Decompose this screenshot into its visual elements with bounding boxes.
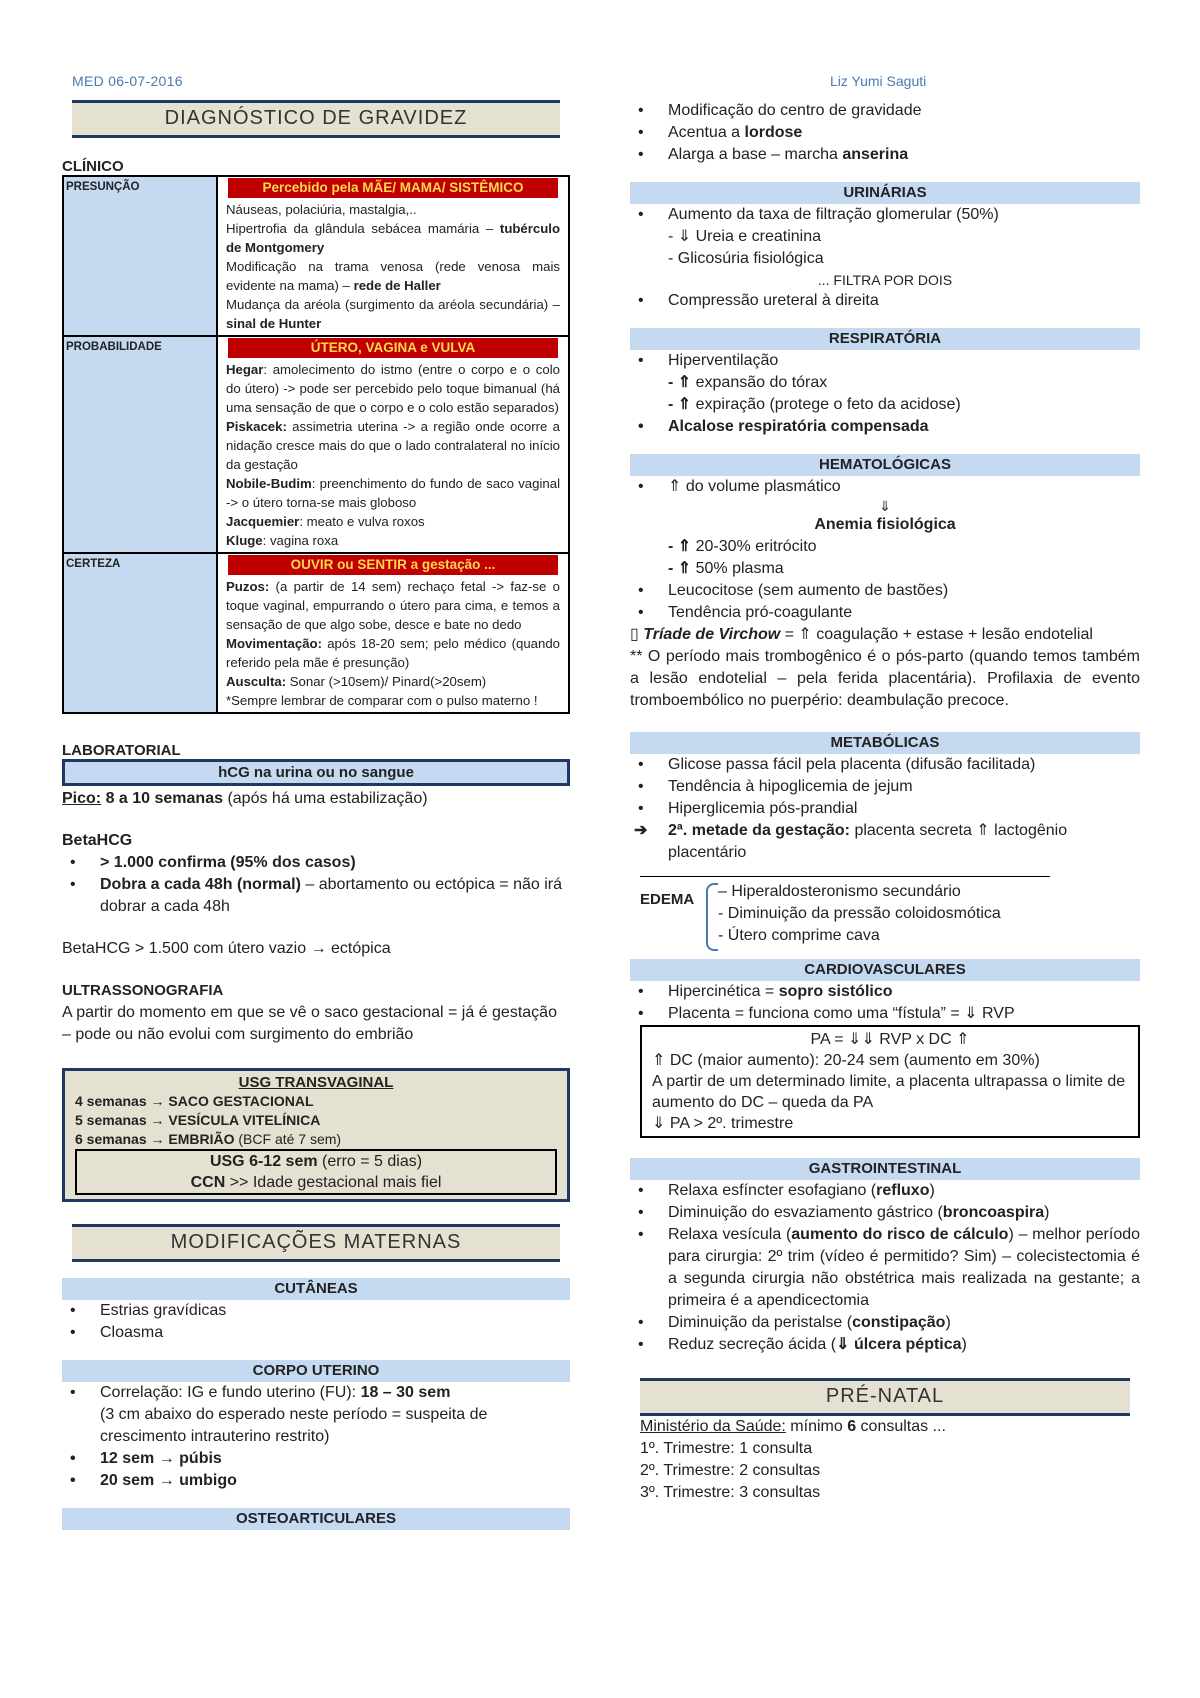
label-certeza: CERTEZA [63, 553, 217, 713]
usg-inner-2-rest: >> Idade gestacional mais fiel [225, 1174, 442, 1191]
hcg-box: hCG na urina ou no sangue [62, 759, 570, 786]
corpo-list [62, 1382, 570, 1404]
sign-movimentacao-desc: após 18-20 sem; pelo médico (quando referido pela mãe é presunção) [226, 636, 560, 670]
cutaneas-list [62, 1300, 570, 1344]
edema-line-2: - Útero comprime cava [718, 927, 880, 944]
sign-ausculta-desc: Sonar (>10sem)/ Pinard(>20sem) [286, 674, 487, 689]
metabolicas-heading: METABÓLICAS [630, 732, 1140, 754]
presuncao-l2: tubérculo de Montgomery [226, 221, 560, 255]
brace-icon [706, 883, 718, 951]
resp-sub-0: expansão do tórax [691, 374, 828, 391]
list-item: • Tendência à hipoglicemia de jejum [630, 776, 1140, 798]
note-pulso: *Sempre lembrar de comparar com o pulso materno ! [226, 693, 538, 708]
top-2-bold: anserina [842, 146, 909, 163]
pn-tri-1: 1º. Trimestre: 1 consulta [640, 1440, 813, 1457]
pn-ministerio: Ministério da Saúde: [640, 1418, 786, 1435]
usg-line-2: 6 semanas → EMBRIÃO [75, 1131, 235, 1147]
usg-line-1: 5 semanas → VESÍCULA VITELÍNICA [75, 1112, 321, 1128]
presuncao-l0: Náuseas, polaciúria, mastalgia,.. [226, 202, 417, 217]
sign-piskacek: Piskacek: [226, 419, 287, 434]
gi-list [630, 1180, 1140, 1356]
presuncao-l1: Hipertrofia da glândula sebácea mamária – [226, 221, 494, 236]
usg-inner-1: USG 6-12 sem [209, 1153, 318, 1170]
top-2: Alarga a base – marcha [668, 146, 843, 163]
gi-0: Relaxa esfíncter esofagiano ( [668, 1182, 877, 1199]
corpo-l1-bold: 18 – 30 sem [360, 1384, 451, 1401]
hem-anemia: Anemia fisiológica [814, 516, 956, 533]
pico-rest: (após há uma estabilização) [223, 790, 428, 807]
hem-sub-1: 50% plasma [691, 560, 784, 577]
pn-end: consultas ... [856, 1418, 946, 1435]
list-item [62, 852, 570, 874]
list-item: • Leucocitose (sem aumento de bastões) [630, 580, 1140, 602]
label-presuncao: PRESUNÇÃO [63, 176, 217, 336]
gi-2-end: ) – melhor período para cirurgia: 2º trim (vídeo é permitido? Sim) – colecistectomia é a segunda cirurgia não obstétrica mais realizada na gestante; a primeira é a apendicectomia [668, 1226, 1141, 1309]
list-item: • Tendência pró-coagulante [630, 602, 1140, 624]
title-diagnostico: DIAGNÓSTICO DE GRAVIDEZ [72, 100, 560, 138]
header-author: Liz Yumi Saguti [830, 73, 927, 89]
cutaneas-heading: CUTÂNEAS [62, 1278, 570, 1300]
clinico-table [62, 175, 570, 714]
sign-nobile-desc: : preenchimento do fundo de saco vaginal -> o útero torna-se mais globoso [226, 476, 560, 510]
right-column [630, 100, 1140, 1504]
gi-3-bold: constipação [852, 1314, 946, 1331]
row-certeza [63, 553, 569, 713]
pn-line [640, 1416, 1140, 1438]
resp-sub-1: expiração (protege o feto da acidose) [691, 396, 961, 413]
gi-1-end: ) [1044, 1204, 1050, 1221]
uri-filtra: ... FILTRA POR DOIS [817, 272, 953, 288]
resp-sub-0-arrow: - ⇑ [668, 374, 692, 391]
sign-kluge-desc: : vagina roxa [262, 533, 339, 548]
list-item: • Hiperglicemia pós-prandial [630, 798, 1140, 820]
list-item [630, 1334, 1140, 1356]
list-item: • ⇑ do volume plasmático [630, 476, 1140, 498]
virchow-rest: = ⇑ coagulação + estase + lesão endotelial [780, 626, 1093, 643]
sign-jacquemier-desc: : meato e vulva roxos [299, 514, 425, 529]
presuncao-l5: Mudança da aréola (surgimento da aréola secundária) – [226, 297, 560, 312]
met-list [630, 754, 1140, 820]
pa-line-2: A partir de um determinado limite, a placenta ultrapassa o limite de aumento do DC – queda da PA [652, 1073, 1126, 1111]
pa-line-3: ⇓ PA > 2º. trimestre [652, 1115, 794, 1132]
betahcg-heading: BetaHCG [62, 832, 133, 849]
list-item [630, 981, 1140, 1003]
pn-tri-2: 2º. Trimestre: 2 consultas [640, 1462, 821, 1479]
sign-jacquemier: Jacquemier [226, 514, 300, 529]
list-item: • Estrias gravídicas [62, 1300, 570, 1322]
usg-inner-1-rest: (erro = 5 dias) [317, 1153, 423, 1170]
pn-minimo: mínimo [785, 1418, 848, 1435]
list-item: • 20 sem → umbigo [62, 1470, 570, 1492]
usg-heading: ULTRASSONOGRAFIA [62, 982, 224, 999]
uri-list [630, 204, 1140, 226]
betahcg-list [62, 852, 570, 918]
hem-list-2 [630, 580, 1140, 624]
divider [640, 876, 1050, 877]
list-item [630, 144, 1140, 166]
sign-puzos-desc: (a partir de 14 sem) rechaço fetal -> faz-se o toque vaginal, empurrando o útero para cima, e temos a sensação de que algo sobe, desce e bate no dedo [226, 579, 560, 632]
pico-value: 8 a 10 semanas [101, 790, 223, 807]
gi-0-end: ) [929, 1182, 935, 1199]
usg-transvaginal-box [62, 1068, 570, 1202]
list-item [630, 100, 1140, 122]
uri-list-2 [630, 290, 1140, 312]
beta-item-1-rest: – abortamento ou ectópica = não irá dobrar a cada 48h [100, 876, 563, 915]
pa-line-1: ⇑ DC (maior aumento): 20-24 sem (aumento em 30%) [652, 1052, 1040, 1069]
sign-nobile: Nobile-Budim [226, 476, 312, 491]
gi-1: Diminuição do esvaziamento gástrico ( [668, 1204, 943, 1221]
hem-arrow: ⇓ [879, 498, 891, 514]
list-item [630, 1202, 1140, 1224]
gi-2: Relaxa vesícula ( [668, 1226, 792, 1243]
corpo-l1: Correlação: IG e fundo uterino (FU): [100, 1384, 361, 1401]
presuncao-l3: Modificação na trama venosa (rede venosa mais evidente na mama) – [226, 259, 560, 293]
met-arrow-line [630, 820, 1140, 864]
sign-ausculta: Ausculta: [226, 674, 287, 689]
osteo-heading: OSTEOARTICULARES [62, 1508, 570, 1530]
lab-heading: LABORATORIAL [62, 742, 181, 759]
red-probabilidade: ÚTERO, VAGINA e VULVA [228, 338, 558, 358]
list-item [630, 1312, 1140, 1334]
presuncao-l4: rede de Haller [353, 278, 441, 293]
uri-sub-0: - ⇓ Ureia e creatinina [668, 228, 822, 245]
sign-hegar-desc: : amolecimento do istmo (entre o corpo e o colo do útero) -> pode ser percebido pelo toque bimanual (há uma sensação de que o corpo e o colo estão separados) [226, 362, 560, 415]
corpo-uterino-heading: CORPO UTERINO [62, 1360, 570, 1382]
uri-sub-1: - Glicosúria fisiológica [668, 250, 824, 267]
corpo-l2: (3 cm abaixo do esperado neste período = suspeita de crescimento intrauterino restrito) [100, 1406, 488, 1445]
card-i1: Hipercinética = [668, 983, 779, 1000]
pa-box [640, 1025, 1140, 1138]
beta-line: BetaHCG > 1.500 com útero vazio → ectópica [62, 940, 391, 957]
resp-list-2 [630, 416, 1140, 438]
edema-line-1: - Diminuição da pressão coloidosmótica [718, 905, 1001, 922]
hematologicas-heading: HEMATOLÓGICAS [630, 454, 1140, 476]
list-item: • Cloasma [62, 1322, 570, 1344]
list-item [630, 1224, 1140, 1312]
beta-item-0: > 1.000 confirma (95% dos casos) [100, 854, 356, 871]
hem-sub-0: 20-30% eritrócito [691, 538, 817, 555]
left-column [62, 100, 570, 1530]
row-probabilidade [63, 336, 569, 553]
usg-line-2-rest: (BCF até 7 sem) [234, 1131, 342, 1147]
usg-line-0: 4 semanas → SACO GESTACIONAL [75, 1093, 314, 1109]
title-modificacoes: MODIFICAÇÕES MATERNAS [72, 1224, 560, 1262]
top-1-bold: lordose [744, 124, 803, 141]
presuncao-l6: sinal de Hunter [226, 316, 322, 331]
virchow-line: ▯ Tríade de Virchow = ⇑ coagulação + estase + lesão endotelial [630, 626, 1093, 643]
edema-block [630, 881, 1140, 951]
urinarias-heading: URINÁRIAS [630, 182, 1140, 204]
sign-puzos: Puzos: [226, 579, 270, 594]
list-item: • Aumento da taxa de filtração glomerular (50%) [630, 204, 1140, 226]
hem-sub-0-arrow: - ⇑ [668, 538, 692, 555]
card-i1-bold: sopro sistólico [778, 983, 893, 1000]
card-list [630, 981, 1140, 1025]
list-item [62, 874, 570, 918]
label-probabilidade: PROBABILIDADE [63, 336, 217, 553]
row-presuncao [63, 176, 569, 336]
pn-tri-3: 3º. Trimestre: 3 consultas [640, 1484, 821, 1501]
hem-note: ** O período mais trombogênico é o pós-parto (quando temos também a lesão endotelial – pela ferida placentária). Profilaxia de evento tromboembólico no puerpério: deambulação precoce. [630, 648, 1140, 709]
pn-count: 6 [847, 1418, 857, 1435]
resp-sub-1-arrow: - ⇑ [668, 396, 692, 413]
gi-4-bold: ⇓ úlcera péptica [836, 1336, 962, 1353]
gi-3-end: ) [945, 1314, 951, 1331]
cardiovasculares-heading: CARDIOVASCULARES [630, 959, 1140, 981]
gastrointestinal-heading: GASTROINTESTINAL [630, 1158, 1140, 1180]
list-item: • Hiperventilação [630, 350, 1140, 372]
usg-inner-box [75, 1149, 557, 1195]
met-arrow-bold: 2ª. metade da gestação: [668, 822, 850, 839]
gi-4-end: ) [961, 1336, 967, 1353]
list-item: • 12 sem → púbis [62, 1448, 570, 1470]
gi-4: Reduz secreção ácida ( [668, 1336, 837, 1353]
list-item: • Glicose passa fácil pela placenta (difusão facilitada) [630, 754, 1140, 776]
top-1: Acentua a [668, 124, 745, 141]
header-date: MED 06-07-2016 [72, 73, 183, 89]
clinico-heading: CLÍNICO [62, 158, 124, 175]
sign-piskacek-desc: assimetria uterina -> a região onde ocorre a nidação cresce mais do que o lado contralateral no início da gestação [226, 419, 560, 472]
pico-key: Pico: [62, 790, 102, 807]
edema-key: EDEMA [640, 891, 695, 908]
gi-1-bold: broncoaspira [942, 1204, 1045, 1221]
list-item: • Compressão ureteral à direita [630, 290, 1140, 312]
title-pre-natal: PRÉ-NATAL [640, 1378, 1130, 1416]
red-certeza: OUVIR ou SENTIR a gestação ... [228, 555, 558, 575]
hem-list [630, 476, 1140, 498]
sign-hegar: Hegar [226, 362, 264, 377]
list-item [630, 122, 1140, 144]
resp-list [630, 350, 1140, 372]
pa-line-0: PA = ⇓⇓ RVP x DC ⇑ [810, 1031, 970, 1048]
edema-line-0: – Hiperaldosteronismo secundário [718, 883, 961, 900]
usg-box-title: USG TRANSVAGINAL [238, 1074, 394, 1091]
met-arrow-rest: placenta secreta ⇑ lactogênio placentário [668, 822, 1068, 861]
gi-0-bold: refluxo [876, 1182, 930, 1199]
virchow-key: Tríade de Virchow [643, 626, 781, 643]
sign-kluge: Kluge [226, 533, 263, 548]
list-item: • Alcalose respiratória compensada [630, 416, 1140, 438]
hem-sub-1-arrow: - ⇑ [668, 560, 692, 577]
red-presuncao: Percebido pela MÃE/ MAMA/ SISTÊMICO [228, 178, 558, 198]
corpo-list-2 [62, 1448, 570, 1492]
usg-text: A partir do momento em que se vê o saco gestacional = já é gestação – pode ou não evolui com surgimento do embrião [62, 1004, 557, 1043]
top-list [630, 100, 1140, 166]
sign-movimentacao: Movimentação: [226, 636, 322, 651]
beta-item-1: Dobra a cada 48h (normal) [100, 876, 301, 893]
gi-3: Diminuição da peristalse ( [668, 1314, 853, 1331]
list-item [630, 1180, 1140, 1202]
list-item [62, 1382, 570, 1404]
gi-2-bold: aumento do risco de cálculo [791, 1226, 1009, 1243]
usg-inner-2: CCN [190, 1174, 226, 1191]
top-0: Modificação do centro de gravidade [668, 102, 922, 119]
arrow-right-icon: ➔ [634, 822, 648, 839]
respiratoria-heading: RESPIRATÓRIA [630, 328, 1140, 350]
list-item: • Placenta = funciona como uma “fístula” = ⇓ RVP [630, 1003, 1140, 1025]
